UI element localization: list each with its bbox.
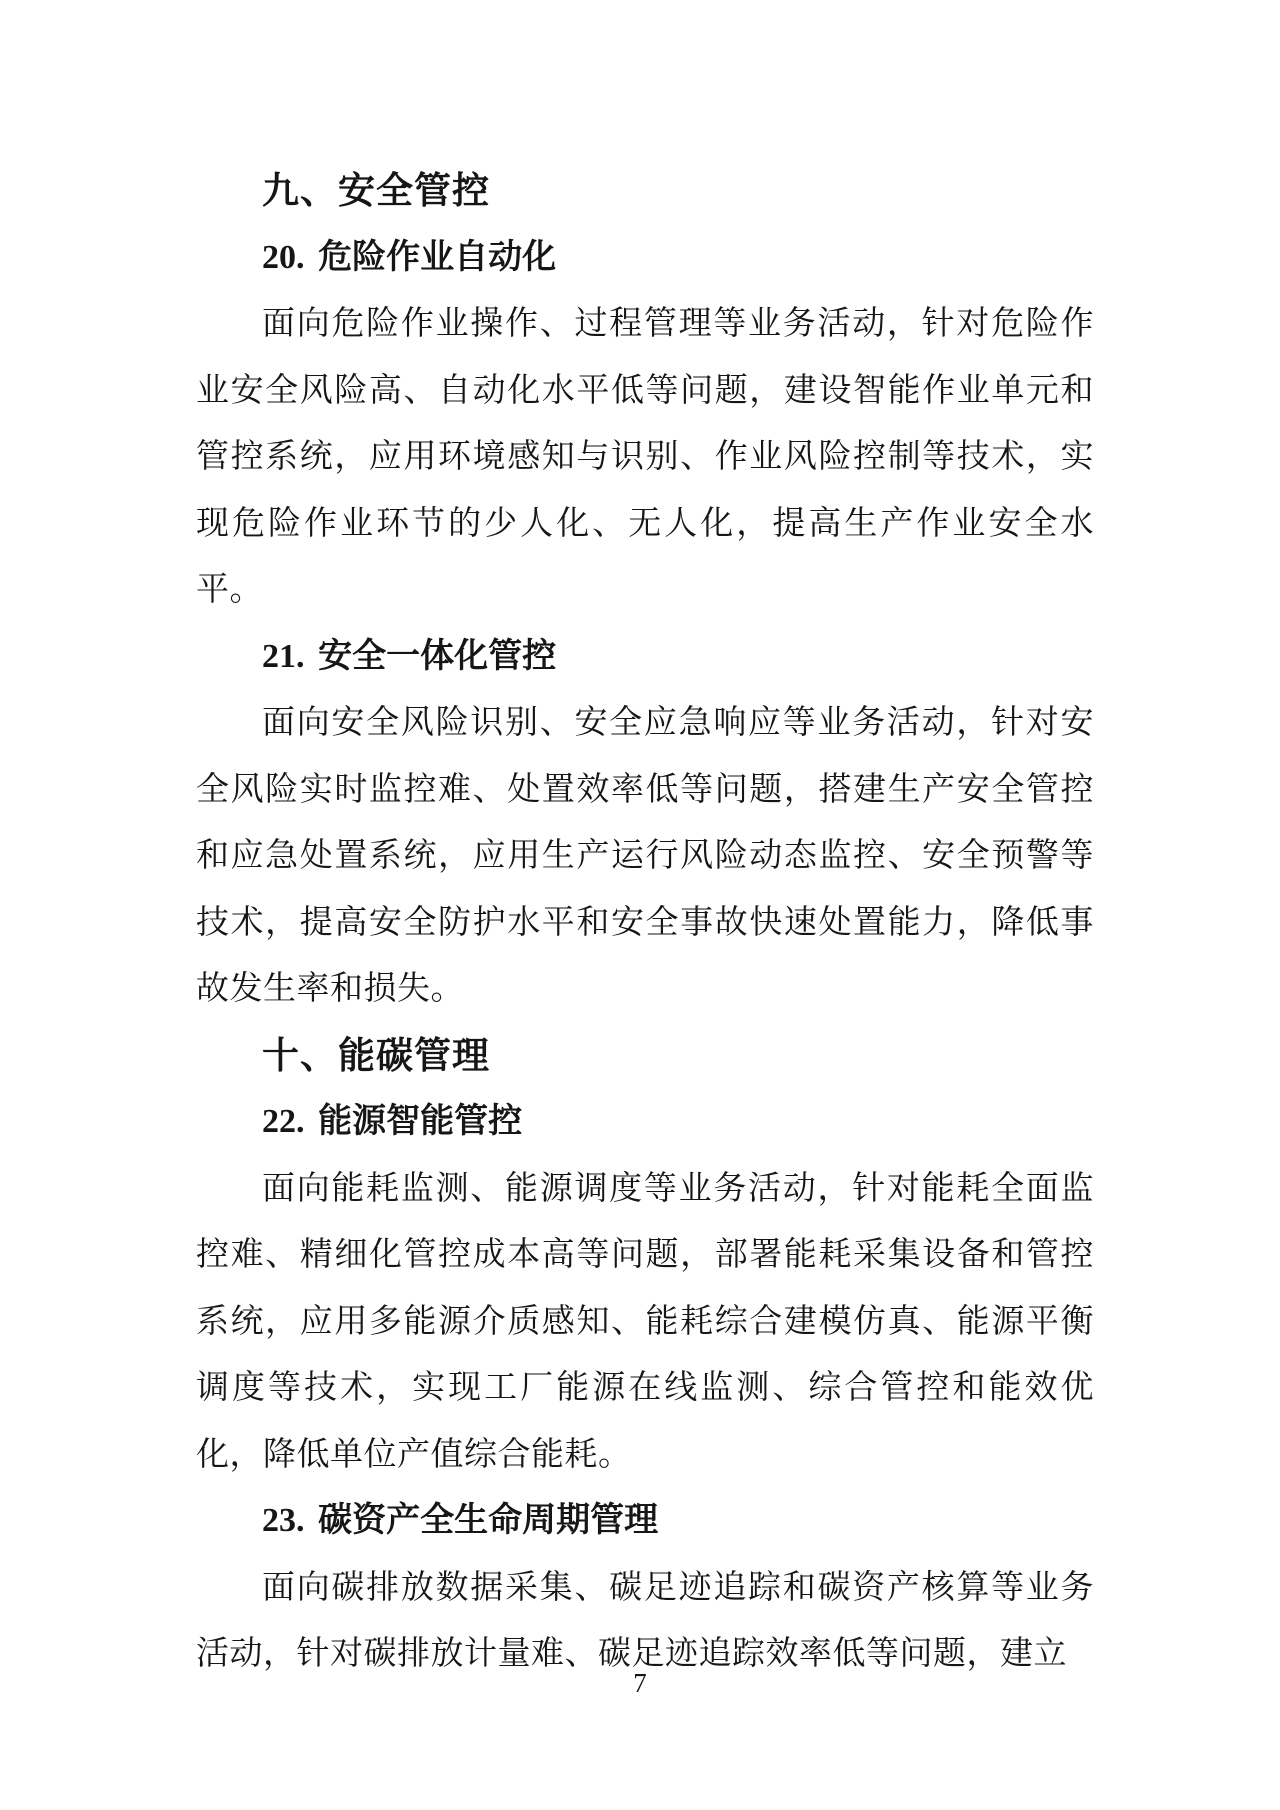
- page-number: 7: [633, 1668, 647, 1698]
- page-footer: [0, 1668, 1280, 1699]
- body-paragraph: 面向危险作业操作、过程管理等业务活动，针对危险作业安全风险高、自动化水平低等问题，建设智能作业单元和管控系统，应用环境感知与识别、作业风险控制等技术，实现危险作业环节的少人化、无人化，提高生产作业安全水平。: [196, 306, 1094, 608]
- section-heading: 十、能碳管理: [262, 1034, 490, 1076]
- item-number: 20.: [262, 238, 305, 276]
- section-heading: 九、安全管控: [262, 170, 490, 211]
- item-heading: [196, 624, 1094, 691]
- body-paragraph: 面向碳排放数据采集、碳足迹追踪和碳资产核算等业务活动，针对碳排放计量难、碳足迹追踪效率低等问题，建立: [196, 1569, 1094, 1672]
- body-paragraph: 面向能耗监测、能源调度等业务活动，针对能耗全面监控难、精细化管控成本高等问题，部署能耗采集设备和管控系统，应用多能源介质感知、能耗综合建模仿真、能源平衡调度等技术，实现工厂能源在线监测、综合管控和能效优化，降低单位产值综合能耗。: [196, 1170, 1094, 1473]
- document-content: [196, 158, 1094, 1688]
- item-title: 碳资产全生命周期管理: [318, 1502, 659, 1539]
- item-heading: [196, 1089, 1094, 1156]
- item-heading: [196, 225, 1094, 292]
- body-paragraph: 面向安全风险识别、安全应急响应等业务活动，针对安全风险实时监控难、处置效率低等问题，搭建生产安全管控和应急处置系统，应用生产运行风险动态监控、安全预警等技术，提高安全防护水平和安全事故快速处置能力，降低事故发生率和损失。: [196, 705, 1094, 1007]
- item-heading: [196, 1488, 1094, 1555]
- item-number: 22.: [262, 1103, 305, 1140]
- item-number: 21.: [262, 637, 305, 675]
- item-number: 23.: [262, 1502, 305, 1539]
- item-title: 危险作业自动化: [318, 238, 557, 276]
- item-title: 能源智能管控: [318, 1103, 523, 1140]
- item-title: 安全一体化管控: [318, 637, 557, 675]
